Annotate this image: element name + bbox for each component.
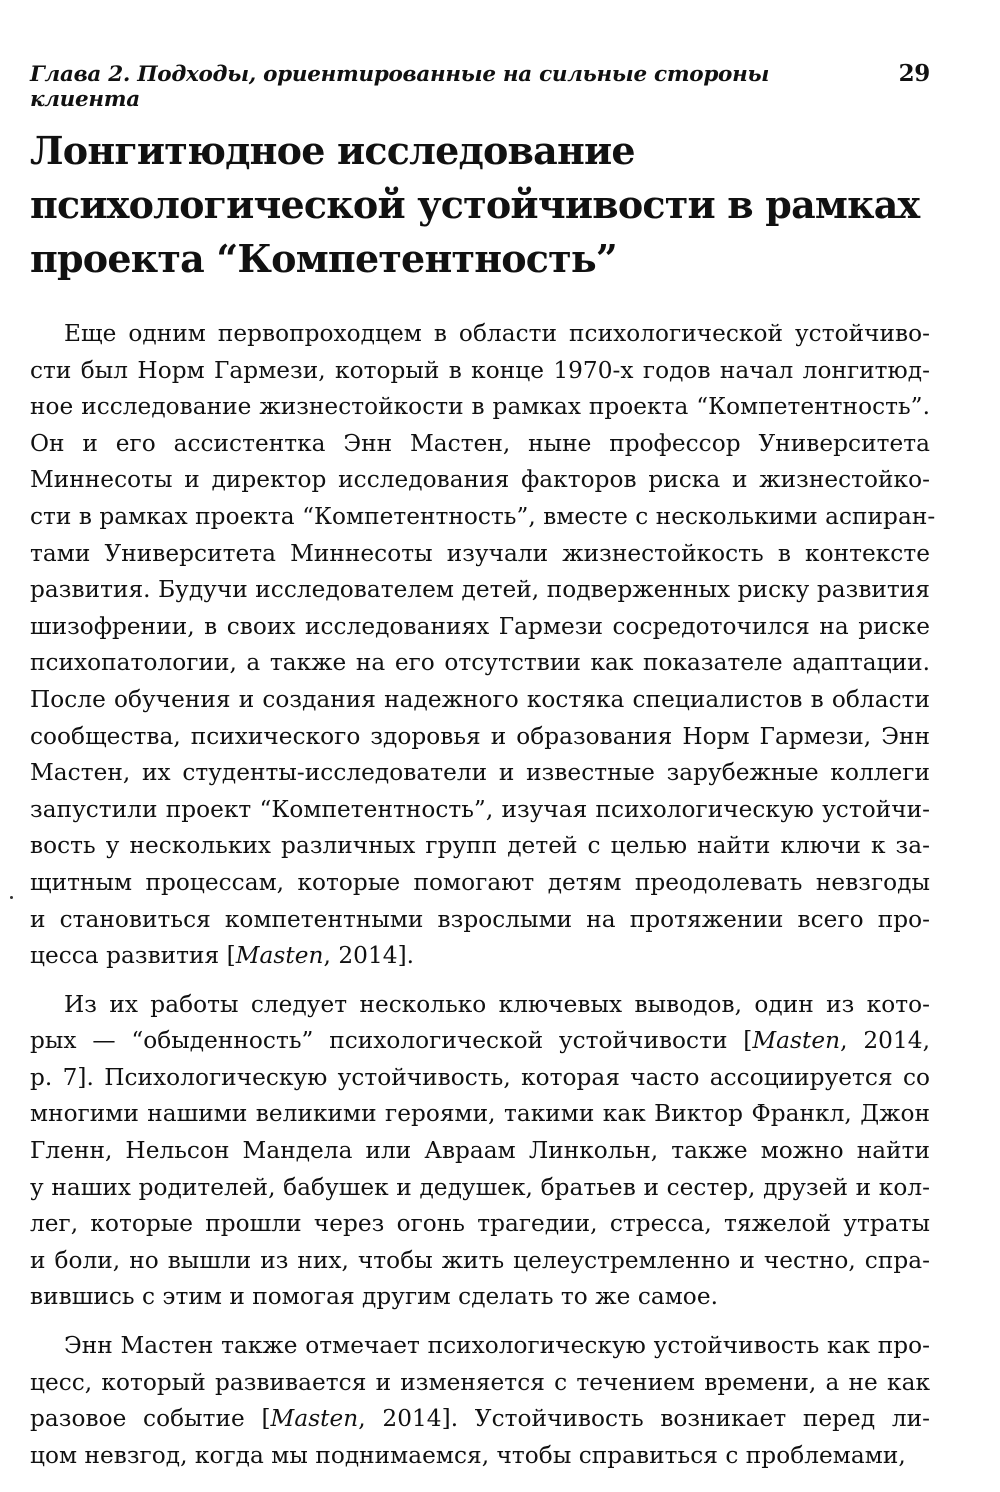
text-line: Еще одним первопроходцем в области психологической устойчиво- [64, 320, 930, 347]
text-line: развития. Будучи исследователем детей, подверженных риску развития [30, 576, 930, 604]
paragraph [30, 987, 930, 1316]
page-number: 29 [898, 60, 930, 87]
text-line: разовое событие [Masten, 2014]. Устойчивость возникает перед ли- [30, 1405, 931, 1433]
section-title [30, 124, 930, 286]
text-line: Из их работы следует несколько ключевых выводов, один из кото- [64, 990, 930, 1018]
text-line: цом невзгод, когда мы поднимаемся, чтобы справиться с проблемами, [30, 1441, 906, 1469]
text-line: После обучения и создания надежного костяка специалистов в области [30, 685, 930, 713]
text-line: рых — “обыденность” психологической устойчивости [Masten, 2014, [30, 1027, 930, 1055]
running-header [30, 60, 930, 112]
text-line: и боли, но вышли из них, чтобы жить целеустремленно и честно, спра- [30, 1246, 930, 1274]
text-line: щитным процессам, которые помогают детям преодолевать невзгоды [30, 868, 930, 896]
text-line: Миннесоты и директор исследования факторов риска и жизнестойко- [30, 466, 930, 494]
section-title-line: психологической устойчивости в рамках [30, 182, 920, 227]
text-line: Гленн, Нельсон Мандела или Авраам Линкольн, также можно найти [30, 1137, 930, 1165]
section-title-line: проекта “Компетентность” [30, 236, 617, 281]
text-line: шизофрении, в своих исследованиях Гармези сосредоточился на риске [30, 612, 930, 640]
text-line: вившись с этим и помогая другим сделать то же самое. [30, 1283, 719, 1311]
section-title-line: Лонгитюдное исследование [30, 128, 635, 173]
text-line: вость у нескольких различных групп детей с целью найти ключи к за- [30, 832, 930, 860]
body-text [30, 316, 936, 1474]
stray-dot [10, 896, 13, 899]
text-line: запустили проект “Компетентность”, изучая психологическую устойчи- [30, 795, 930, 823]
text-line: ное исследование жизнестойкости в рамках проекта “Компетентность”. [30, 393, 930, 421]
text-line: тами Университета Миннесоты изучали жизнестойкость в контексте [30, 539, 930, 567]
text-line: Энн Мастен также отмечает психологическую устойчивость как про- [64, 1332, 930, 1360]
text-line: Он и его ассистентка Энн Мастен, ныне профессор Университета [30, 429, 930, 457]
text-line: p. 7]. Психологическую устойчивость, которая часто ассоциируется со [30, 1063, 930, 1091]
text-line: у наших родителей, бабушек и дедушек, братьев и сестер, друзей и кол- [30, 1173, 930, 1201]
text-line: сти был Норм Гармези, который в конце 1970-х годов начал лонгитюд- [30, 356, 930, 384]
paragraph [30, 316, 936, 975]
text-line: цесса развития [Masten, 2014]. [30, 942, 415, 970]
text-line: цесс, который развивается и изменяется с течением времени, а не как [30, 1368, 930, 1396]
text-line: Мастен, их студенты-исследователи и известные зарубежные коллеги [30, 759, 930, 787]
text-line: лег, которые прошли через огонь трагедии, стресса, тяжелой утраты [30, 1210, 930, 1238]
text-line: сти в рамках проекта “Компетентность”, вместе с несколькими аспиран- [30, 502, 936, 530]
chapter-title: Глава 2. Подходы, ориентированные на сильные стороны клиента [30, 62, 770, 112]
paragraph [30, 1328, 930, 1474]
text-line: многими нашими великими героями, такими как Виктор Франкл, Джон [30, 1100, 930, 1128]
text-line: сообщества, психического здоровья и образования Норм Гармези, Энн [30, 722, 930, 750]
book-page [30, 60, 936, 1486]
text-line: и становиться компетентными взрослыми на протяжении всего про- [30, 905, 930, 933]
text-line: психопатологии, а также на его отсутствии как показателе адаптации. [30, 649, 930, 677]
